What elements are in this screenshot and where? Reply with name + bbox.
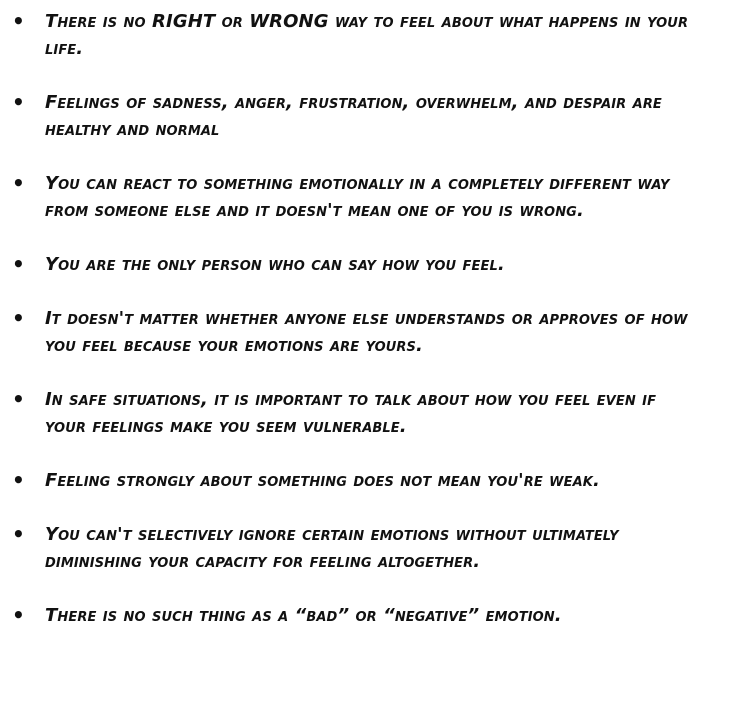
- list-item: [0, 305, 733, 359]
- bullet-icon: •: [12, 522, 25, 546]
- list-item: [0, 170, 733, 224]
- list-item: [0, 467, 733, 494]
- bullet-icon: •: [12, 468, 25, 492]
- bullet-list: [0, 8, 733, 656]
- bullet-icon: •: [12, 9, 25, 33]
- list-item: [0, 521, 733, 575]
- list-item-text: Feeling strongly about something does not mean you're weak.: [45, 470, 600, 491]
- list-item: [0, 89, 733, 143]
- bullet-icon: •: [12, 252, 25, 276]
- list-item-text: There is no such thing as a “bad” or “negative” emotion.: [45, 605, 562, 626]
- list-item: [0, 8, 733, 62]
- list-item: [0, 386, 733, 440]
- bullet-icon: •: [12, 306, 25, 330]
- list-item-text: In safe situations, it is important to talk about how you feel even if your feelings make you seem vulnerable.: [45, 389, 657, 437]
- list-item: [0, 602, 733, 629]
- list-item: [0, 251, 733, 278]
- bullet-icon: •: [12, 387, 25, 411]
- bullet-icon: •: [12, 603, 25, 627]
- list-item-text: There is no RIGHT or WRONG way to feel about what happens in your life.: [45, 11, 689, 59]
- bullet-icon: •: [12, 90, 25, 114]
- list-item-text: It doesn't matter whether anyone else understands or approves of how you feel because your emotions are yours.: [45, 308, 688, 356]
- bullet-icon: •: [12, 171, 25, 195]
- list-item-text: You can't selectively ignore certain emotions without ultimately diminishing your capacity for feeling altogether.: [45, 524, 619, 572]
- list-item-text: Feelings of sadness, anger, frustration, overwhelm, and despair are healthy and normal: [45, 92, 662, 140]
- list-item-text: You are the only person who can say how you feel.: [45, 254, 505, 275]
- list-item-text: You can react to something emotionally in a completely different way from someone else and it doesn't mean one of you is wrong.: [45, 173, 670, 221]
